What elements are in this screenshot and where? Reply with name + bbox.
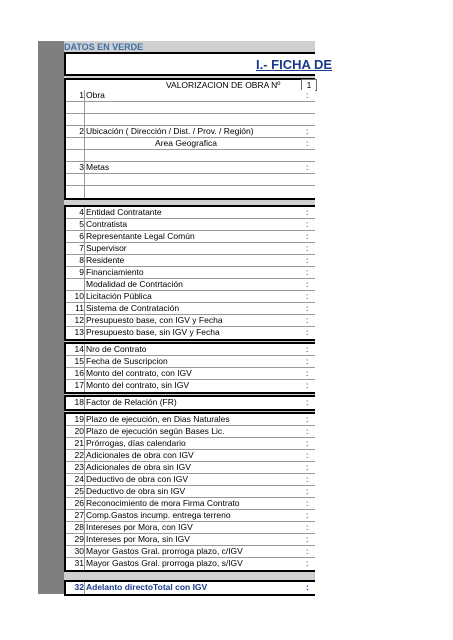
section-entidad	[64, 205, 315, 341]
section-contrato	[64, 342, 315, 394]
field-colon: :	[306, 414, 309, 424]
form-row	[66, 356, 315, 368]
column-divider	[84, 315, 85, 326]
row-number: 20	[74, 426, 84, 436]
field-label: Mayor Gastos Gral. prorroga plazo, s/IGV	[86, 558, 243, 568]
row-number: 5	[79, 219, 84, 229]
field-colon: :	[306, 474, 309, 484]
column-divider	[84, 207, 85, 218]
field-label: Sistema de Contratación	[86, 303, 180, 313]
field-label: Financiamiento	[86, 267, 144, 277]
form-row	[66, 462, 315, 474]
form-row	[66, 219, 315, 231]
row-number: 8	[79, 255, 84, 265]
row-number	[66, 138, 84, 149]
field-label: Entidad Contratante	[86, 207, 162, 217]
column-divider	[84, 291, 85, 302]
field-colon: :	[306, 426, 309, 436]
column-divider	[84, 356, 85, 367]
section-obra	[64, 90, 315, 200]
field-label: Reconocimiento de mora Firma Contrato	[86, 498, 240, 508]
form-row	[66, 368, 315, 380]
field-colon: :	[306, 450, 309, 460]
column-divider	[84, 534, 85, 545]
field-label: Adicionales de obra sin IGV	[86, 462, 191, 472]
field-colon: :	[306, 438, 309, 448]
column-divider	[84, 138, 85, 149]
form-row	[66, 90, 315, 102]
row-header-strip	[38, 41, 64, 594]
row-number: 14	[74, 344, 84, 354]
column-divider	[84, 546, 85, 557]
row-number: 6	[79, 231, 84, 241]
field-colon: :	[306, 546, 309, 556]
field-label: Intereses por Mora, con IGV	[86, 522, 193, 532]
field-colon: :	[306, 498, 309, 508]
column-divider	[84, 243, 85, 254]
row-number: 11	[75, 303, 84, 313]
column-divider	[84, 426, 85, 437]
form-row	[66, 426, 315, 438]
column-divider	[84, 162, 85, 173]
field-colon: :	[306, 462, 309, 472]
field-label: Factor de Relación (FR)	[86, 397, 177, 407]
section-adelanto	[64, 580, 315, 596]
field-label: Contratista	[86, 219, 128, 229]
column-divider	[84, 150, 85, 161]
field-colon: :	[306, 207, 309, 217]
field-label: Deductivo de obra sin IGV	[86, 486, 186, 496]
column-divider	[84, 498, 85, 509]
column-divider	[84, 102, 85, 113]
field-colon: :	[306, 219, 309, 229]
row-number: 16	[74, 368, 84, 378]
row-number: 32	[74, 582, 84, 592]
form-row	[66, 291, 315, 303]
field-label: Presupuesto base, sin IGV y Fecha	[86, 327, 220, 337]
field-colon: :	[306, 397, 309, 407]
row-number: 31	[74, 558, 84, 568]
field-colon: :	[306, 510, 309, 520]
column-divider	[84, 438, 85, 449]
column-divider	[84, 267, 85, 278]
field-label: Comp.Gastos incump. entrega terreno	[86, 510, 231, 520]
row-number: 13	[74, 327, 84, 337]
row-number	[66, 114, 84, 125]
column-divider	[84, 231, 85, 242]
form-row	[66, 582, 315, 594]
field-label: Area Geografica	[155, 138, 217, 148]
column-divider	[84, 558, 85, 570]
row-number: 1	[79, 90, 84, 100]
row-number: 17	[74, 380, 84, 390]
row-number: 26	[74, 498, 84, 508]
field-colon: :	[306, 380, 309, 390]
row-number: 25	[74, 486, 84, 496]
column-divider	[84, 219, 85, 230]
form-row	[66, 380, 315, 392]
field-label: Plazo de ejecución, en Dias Naturales	[86, 414, 230, 424]
column-divider	[84, 462, 85, 473]
field-label: Obra	[86, 90, 105, 100]
row-number: 15	[74, 356, 84, 366]
row-number: 29	[74, 534, 84, 544]
form-row	[66, 498, 315, 510]
form-row	[66, 414, 315, 426]
field-colon: :	[306, 327, 309, 337]
row-number: 21	[74, 438, 84, 448]
section-plazos	[64, 412, 315, 572]
form-row	[66, 162, 315, 174]
form-row	[66, 186, 315, 198]
column-divider	[84, 582, 85, 594]
field-colon: :	[306, 558, 309, 568]
row-number: 27	[74, 510, 84, 520]
form-row	[66, 534, 315, 546]
row-number: 22	[74, 450, 84, 460]
column-divider	[84, 279, 85, 290]
field-label: Plazo de ejecución según Bases Lic.	[86, 426, 225, 436]
field-label: Adelanto directoTotal con IGV	[86, 582, 208, 592]
field-label: Prórrogas, días calendario	[86, 438, 186, 448]
column-divider	[84, 344, 85, 355]
row-number: 28	[74, 522, 84, 532]
field-colon: :	[306, 291, 309, 301]
field-label: Metas	[86, 162, 110, 172]
field-label: Presupuesto base, con IGV y Fecha	[86, 315, 223, 325]
form-row	[66, 279, 315, 291]
form-row	[66, 303, 315, 315]
field-label: Fecha de Suscripcion	[86, 356, 168, 366]
field-colon: :	[306, 279, 309, 289]
column-divider	[84, 186, 85, 198]
row-number: 4	[79, 207, 84, 217]
valorizacion-label: VALORIZACION DE OBRA Nº	[166, 80, 281, 90]
column-divider	[84, 414, 85, 425]
form-row	[66, 558, 315, 570]
field-colon: :	[306, 486, 309, 496]
field-colon: :	[306, 522, 309, 532]
row-number: 12	[74, 315, 84, 325]
field-label: Monto del contrato, sin IGV	[86, 380, 189, 390]
field-colon: :	[306, 534, 309, 544]
column-divider	[84, 510, 85, 521]
column-divider	[84, 474, 85, 485]
field-label: Representante Legal Común	[86, 231, 195, 241]
form-row	[66, 267, 315, 279]
row-number	[66, 174, 84, 185]
section-factor	[64, 395, 315, 411]
column-divider	[84, 126, 85, 137]
form-row	[66, 522, 315, 534]
form-row	[66, 546, 315, 558]
form-row	[66, 126, 315, 138]
column-divider	[84, 450, 85, 461]
form-row	[66, 486, 315, 498]
column-divider	[84, 255, 85, 266]
field-colon: :	[306, 90, 309, 100]
field-label: Mayor Gastos Gral. prorroga plazo, c/IGV	[86, 546, 243, 556]
column-divider	[84, 90, 85, 101]
sheet-title: I.- FICHA DE	[256, 57, 333, 72]
form-row	[66, 397, 315, 409]
form-row	[66, 114, 315, 126]
field-colon: :	[306, 315, 309, 325]
column-divider	[84, 486, 85, 497]
field-colon: :	[306, 126, 309, 136]
field-colon: :	[306, 303, 309, 313]
row-number: 19	[74, 414, 84, 424]
row-number	[66, 150, 84, 161]
field-label: Intereses por Mora, sin IGV	[86, 534, 190, 544]
field-label: Licitación Pública	[86, 291, 152, 301]
row-number: 3	[79, 162, 84, 172]
column-divider	[84, 327, 85, 339]
form-row	[66, 327, 315, 339]
form-row	[66, 138, 315, 150]
row-number: 2	[79, 126, 84, 136]
field-colon: :	[306, 344, 309, 354]
field-label: Monto del contrato, con IGV	[86, 368, 192, 378]
row-number: 23	[74, 462, 84, 472]
field-colon: :	[306, 356, 309, 366]
field-label: Ubicación ( Dirección / Dist. / Prov. / Región)	[86, 126, 254, 136]
field-colon: :	[306, 267, 309, 277]
field-colon: :	[306, 368, 309, 378]
column-divider	[84, 303, 85, 314]
row-number: 30	[74, 546, 84, 556]
valorizacion-number-input[interactable]: 1	[301, 79, 317, 91]
field-label: Modalidad de Contrtación	[86, 279, 183, 289]
form-row	[66, 315, 315, 327]
form-row	[66, 510, 315, 522]
column-divider	[84, 114, 85, 125]
row-number	[66, 102, 84, 113]
form-row	[66, 344, 315, 356]
column-divider	[84, 368, 85, 379]
field-label: Residente	[86, 255, 125, 265]
column-divider	[84, 522, 85, 533]
row-number	[66, 186, 84, 198]
column-divider	[84, 397, 85, 409]
form-row	[66, 150, 315, 162]
field-label: Supervisor	[86, 243, 127, 253]
form-row	[66, 174, 315, 186]
row-number: 18	[74, 397, 84, 407]
row-number: 10	[74, 291, 84, 301]
form-row	[66, 207, 315, 219]
row-number: 7	[79, 243, 84, 253]
form-row	[66, 450, 315, 462]
form-row	[66, 102, 315, 114]
row-number	[66, 279, 84, 290]
field-label: Adicionales de obra con IGV	[86, 450, 194, 460]
field-colon: :	[306, 138, 309, 148]
row-number: 24	[74, 474, 84, 484]
form-row	[66, 438, 315, 450]
field-label: Nro de Contrato	[86, 344, 147, 354]
field-colon: :	[306, 243, 309, 253]
field-colon: :	[306, 582, 309, 592]
form-row	[66, 231, 315, 243]
field-colon: :	[306, 255, 309, 265]
green-data-note: DATOS EN VERDE	[64, 42, 144, 52]
form-row	[66, 243, 315, 255]
form-row	[66, 255, 315, 267]
title-box	[64, 52, 333, 76]
row-number: 9	[79, 267, 84, 277]
column-divider	[84, 174, 85, 185]
field-label: Deductivo de obra con IGV	[86, 474, 189, 484]
form-row	[66, 474, 315, 486]
field-colon: :	[306, 231, 309, 241]
column-divider	[84, 380, 85, 392]
field-colon: :	[306, 162, 309, 172]
